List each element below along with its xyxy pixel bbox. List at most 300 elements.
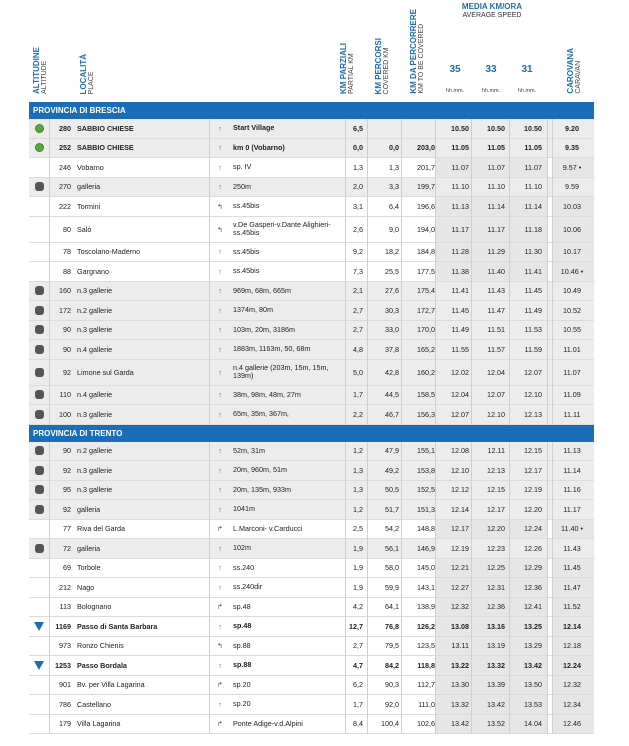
cell-t31: 12.10 (524, 390, 542, 400)
column-divider (435, 119, 436, 425)
altitude-header: ALTITUDINE ALTITUDE (32, 47, 49, 94)
cell-t33: 12.36 (487, 602, 505, 612)
cell-place: n.4 gallerie (77, 390, 113, 400)
cell-dir: ↱ (216, 524, 224, 534)
cell-place: Toscolano-Maderno (77, 247, 141, 257)
cell-alt: 1169 (55, 621, 71, 631)
cell-kc: 37,8 (385, 344, 399, 354)
cell-alt: 110 (59, 390, 71, 400)
cell-kp: 3,1 (353, 201, 363, 211)
cell-alt: 92 (63, 465, 71, 475)
cell-dir: ↑ (218, 143, 222, 153)
cell-dir: ↑ (218, 582, 222, 592)
cell-t31: 12.13 (524, 409, 542, 419)
cell-t35: 12.27 (451, 582, 469, 592)
gpm-icon (34, 661, 44, 670)
cell-car: 10.17 (563, 247, 581, 257)
cell-place: n.3 gallerie (77, 409, 113, 419)
cell-kp: 8,4 (353, 719, 363, 729)
cell-kc (369, 119, 399, 138)
cell-alt: 90 (63, 446, 71, 456)
cell-note: 38m, 98m, 48m, 27m (233, 389, 301, 399)
cell-place: Castellano (77, 699, 111, 709)
cell-note: sp.20 (233, 699, 251, 709)
cell-kc: 54,2 (385, 524, 399, 534)
cell-car: 11.16 (563, 485, 581, 495)
cell-note: 1041m (233, 504, 255, 514)
cell-alt: 280 (59, 123, 71, 133)
cell-t31: 13.29 (524, 641, 542, 651)
tunnel-icon (35, 368, 44, 377)
cell-alt: 69 (63, 563, 71, 573)
cell-car: 9.20 (565, 123, 579, 133)
tunnel-icon (35, 306, 44, 315)
cell-t33: 12.15 (487, 485, 505, 495)
cell-dir: ↑ (218, 123, 222, 133)
cell-note: sp.48 (233, 601, 251, 611)
cell-kc: 92,0 (385, 699, 399, 709)
cell-t33: 13.52 (487, 719, 505, 729)
cell-kp: 4,2 (353, 602, 363, 612)
cell-t31: 11.59 (524, 344, 542, 354)
cell-t33: 11.10 (487, 182, 505, 192)
cell-t35: 11.17 (451, 224, 469, 234)
cell-note: Start Village (233, 123, 275, 133)
cell-kp: 2,7 (353, 325, 363, 335)
cell-place: Ronzo Chienis (77, 641, 124, 651)
cell-t31: 11.14 (524, 201, 542, 211)
cell-kp: 1,2 (353, 504, 363, 514)
cell-t33: 12.31 (487, 582, 505, 592)
cell-dir: ↑ (218, 390, 222, 400)
cell-kr: 145,0 (417, 563, 435, 573)
cell-t31: 11.07 (524, 162, 542, 172)
cell-kc: 27,6 (385, 286, 399, 296)
tunnel-icon (35, 446, 44, 455)
column-divider (345, 442, 346, 735)
row-icon-cell (29, 676, 49, 695)
cell-alt: 246 (59, 162, 71, 172)
row-icon-cell (29, 559, 49, 578)
row-icon-cell (29, 539, 49, 558)
cell-car: 11.11 (563, 409, 581, 419)
cell-car: 9.59 (565, 182, 579, 192)
cell-t35: 12.07 (451, 409, 469, 419)
cell-kp: 2,6 (353, 224, 363, 234)
cell-kc: 56,1 (385, 543, 399, 553)
cell-dir: ↑ (218, 162, 222, 172)
column-divider (509, 119, 510, 425)
cell-t33: 11.29 (487, 247, 505, 257)
cell-t33: 12.13 (487, 465, 505, 475)
row-icon-cell (29, 243, 49, 262)
cell-t33: 12.07 (487, 390, 505, 400)
cell-place: Limone sul Garda (77, 367, 134, 377)
row-icon-cell (29, 386, 49, 405)
cell-t35: 11.07 (451, 162, 469, 172)
cell-t33: 11.40 (487, 266, 505, 276)
cell-place: n.3 gallerie (77, 485, 113, 495)
cell-kp: 1,7 (353, 699, 363, 709)
cell-alt: 1253 (55, 660, 71, 670)
tunnel-icon (35, 345, 44, 354)
row-icon-cell (29, 520, 49, 539)
cell-t33: 11.43 (487, 286, 505, 296)
cell-kc: 42,8 (385, 367, 399, 377)
cell-kp: 12,7 (349, 621, 363, 631)
cell-car: 12.14 (563, 621, 581, 631)
cell-kp: 1,9 (353, 582, 363, 592)
cell-kc: 18,2 (385, 247, 399, 257)
cell-kr (403, 119, 435, 138)
cell-kc: 0,0 (389, 143, 399, 153)
cell-t33: 11.17 (487, 224, 505, 234)
start-icon (35, 124, 44, 133)
column-divider (401, 119, 402, 425)
row-icon-cell (29, 282, 49, 301)
cell-t35: 11.05 (451, 143, 469, 153)
row-icon-cell (29, 217, 49, 242)
cell-t31: 11.41 (524, 266, 542, 276)
cell-dir: ↑ (218, 446, 222, 456)
cell-alt: 95 (63, 485, 71, 495)
tunnel-icon (35, 466, 44, 475)
cell-dir: ↑ (218, 266, 222, 276)
column-divider (547, 442, 548, 735)
cell-kp: 1,3 (353, 162, 363, 172)
cell-place: Nago (77, 582, 95, 592)
cell-car: 10.06 (563, 224, 581, 234)
cell-kr: 170,0 (417, 325, 435, 335)
cell-dir: ↑ (218, 621, 222, 631)
table-header (0, 0, 629, 102)
cell-t35: 12.14 (451, 504, 469, 514)
cell-t33: 13.19 (487, 641, 505, 651)
cell-kp: 2,7 (353, 305, 363, 315)
cell-t35: 11.28 (451, 247, 469, 257)
cell-t33: 11.47 (487, 305, 505, 315)
tunnel-icon (35, 505, 44, 514)
cell-kp: 0,0 (353, 143, 363, 153)
tunnel-icon (35, 544, 44, 553)
place-header: LOCALITÀ PLACE (79, 53, 96, 94)
cell-note: km 0 (Vobarno) (233, 142, 285, 152)
cell-t31: 11.45 (524, 286, 542, 296)
column-divider (49, 119, 50, 425)
cell-kp: 2,7 (353, 641, 363, 651)
row-icon-cell (29, 139, 49, 158)
cell-dir: ↑ (218, 286, 222, 296)
cell-kr: 184,8 (417, 247, 435, 257)
cell-t33: 13.16 (487, 621, 505, 631)
cell-dir: ↑ (218, 465, 222, 475)
cell-note: 20m, 960m, 51m (233, 465, 287, 475)
cell-t33: 12.04 (487, 367, 505, 377)
row-icon-cell (29, 695, 49, 714)
cell-t31: 13.42 (524, 660, 542, 670)
cell-alt: 252 (59, 143, 71, 153)
cell-alt: 222 (59, 201, 71, 211)
cell-kr: 152,5 (417, 485, 435, 495)
speed-31-header: 31 (521, 64, 533, 75)
column-divider (509, 442, 510, 735)
cell-kc: 47,9 (385, 446, 399, 456)
cell-kr: 201,7 (417, 162, 435, 172)
cell-note: 103m, 20m, 3186m (233, 324, 295, 334)
cell-note: 969m, 68m, 665m (233, 285, 291, 295)
cell-place: n.3 gallerie (77, 465, 113, 475)
row-icon-cell (29, 301, 49, 320)
cell-kc: 49,2 (385, 465, 399, 475)
cell-place: n.2 gallerie (77, 446, 113, 456)
cell-t31: 12.17 (524, 465, 542, 475)
tunnel-icon (35, 182, 44, 191)
column-divider (345, 119, 346, 425)
cell-alt: 179 (59, 719, 71, 729)
cell-alt: 160 (59, 286, 71, 296)
cell-car: 11.43 (563, 543, 581, 553)
cell-t31: 12.36 (524, 582, 542, 592)
cell-note: v.De Gasperi-v.Dante Alighieri-ss.45bis (233, 219, 331, 237)
column-divider (209, 119, 210, 425)
cell-t31: 11.30 (524, 247, 542, 257)
row-icon-cell (29, 481, 49, 500)
partial-km-header: KM PARZIALI PARTIAL KM (339, 43, 356, 94)
cell-note: ss.240 (233, 562, 255, 572)
cell-kc: 90,3 (385, 680, 399, 690)
cell-t33: 12.23 (487, 543, 505, 553)
tunnel-icon (35, 410, 44, 419)
cell-kc: 50,5 (385, 485, 399, 495)
cell-kc: 3,3 (389, 182, 399, 192)
hhmm-label: hh.mm. (517, 88, 537, 94)
cell-note: ss.240dir (233, 582, 263, 592)
cell-dir: ↑ (218, 504, 222, 514)
cell-kr: 143,1 (417, 582, 435, 592)
cell-kr: 172,7 (417, 305, 435, 315)
row-icon-cell (29, 500, 49, 519)
cell-note: ss.45bis (233, 201, 260, 211)
cell-alt: 172 (59, 305, 71, 315)
cell-kp: 7,3 (353, 266, 363, 276)
cell-dir: ↑ (218, 182, 222, 192)
cell-place: galleria (77, 504, 101, 514)
cell-t33: 12.17 (487, 504, 505, 514)
cell-t35: 13.22 (451, 660, 469, 670)
cell-t31: 11.49 (524, 305, 542, 315)
cell-place: Bv. per Villa Lagarina (77, 680, 145, 690)
cell-t35: 11.38 (451, 266, 469, 276)
row-icon-cell (29, 598, 49, 617)
cell-t35: 11.41 (451, 286, 469, 296)
row-icon-cell (29, 442, 49, 461)
cell-alt: 113 (59, 602, 71, 612)
gpm-icon (34, 622, 44, 631)
row-icon-cell (29, 656, 49, 675)
cell-car: 12.24 (563, 660, 581, 670)
cell-kp: 2,1 (353, 286, 363, 296)
cell-dir: ↑ (218, 305, 222, 315)
cell-place: SABBIO CHIESE (77, 143, 134, 153)
column-divider (471, 442, 472, 735)
cell-dir: ↱ (216, 719, 224, 729)
cell-dir: ↰ (216, 224, 224, 234)
cell-alt: 973 (59, 641, 71, 651)
cell-place: Vobarno (77, 162, 104, 172)
cell-t33: 11.57 (487, 344, 505, 354)
cell-place: galleria (77, 182, 101, 192)
cell-note: 20m, 135m, 933m (233, 484, 291, 494)
cell-t33: 13.32 (487, 660, 505, 670)
row-icon-cell (29, 360, 49, 385)
cell-kr: 155,1 (417, 446, 435, 456)
cell-kr: 111,0 (418, 699, 435, 709)
cell-kr: 153,8 (417, 465, 435, 475)
cell-t31: 12.07 (524, 367, 542, 377)
cell-kc: 58,0 (385, 563, 399, 573)
cell-t31: 13.50 (524, 680, 542, 690)
cell-note: L.Marconi- v.Carducci (233, 523, 303, 533)
cell-kr: 156,3 (417, 409, 435, 419)
cell-kp: 2,5 (353, 524, 363, 534)
cell-car: 10.49 (563, 286, 581, 296)
cell-dir: ↑ (218, 325, 222, 335)
cell-note: 52m, 31m (233, 445, 265, 455)
cell-t35: 13.11 (451, 641, 469, 651)
cell-note: 250m (233, 181, 251, 191)
cell-kr: 112,7 (417, 680, 435, 690)
cell-car: 11.13 (563, 446, 581, 456)
cell-car: 11.01 (563, 344, 581, 354)
cell-kc: 84,2 (385, 660, 399, 670)
caravan-header: CAROVANA CARAVAN (566, 48, 583, 94)
cell-t35: 13.42 (451, 719, 469, 729)
cell-t31: 12.19 (524, 485, 542, 495)
cell-note: sp.88 (233, 660, 252, 670)
cell-place: n.3 gallerie (77, 286, 113, 296)
cell-kc: 64,1 (385, 602, 399, 612)
average-speed-header: MEDIA KM/ORA AVERAGE SPEED (461, 2, 523, 19)
cell-place: galleria (77, 543, 101, 553)
cell-kp: 4,8 (353, 344, 363, 354)
cell-alt: 212 (59, 582, 71, 592)
cell-car: 11.07 (563, 367, 581, 377)
column-divider (471, 119, 472, 425)
row-icon-cell (29, 715, 49, 734)
km-to-cover-header: KM DA PERCORRERE KM TO BE COVERED (409, 9, 426, 94)
column-divider (367, 119, 368, 425)
cell-kr: 146,9 (417, 543, 435, 553)
cell-kc: 1,3 (389, 162, 399, 172)
row-icon-cell (29, 262, 49, 281)
cell-place: Passo di Santa Barbara (77, 621, 158, 631)
cell-dir: ↱ (216, 680, 224, 690)
cell-place: Passo Bordala (77, 660, 127, 670)
hhmm-label: hh.mm. (445, 88, 465, 94)
row-icon-cell (29, 461, 49, 480)
cell-place: Riva del Garda (77, 524, 125, 534)
cell-alt: 92 (63, 367, 71, 377)
cell-kp: 1,2 (353, 446, 363, 456)
cell-car: 10.46 • (560, 266, 584, 276)
cell-t35: 11.13 (451, 201, 469, 211)
cell-kc: 33,0 (385, 325, 399, 335)
cell-kr: 199,7 (417, 182, 435, 192)
column-divider (401, 442, 402, 735)
tunnel-icon (35, 325, 44, 334)
cell-kp: 1,9 (353, 563, 363, 573)
cell-t31: 13.25 (524, 621, 542, 631)
tunnel-icon (35, 390, 44, 399)
cell-dir: ↑ (218, 699, 222, 709)
cell-note: 1374m, 80m (233, 305, 273, 315)
cell-alt: 92 (63, 504, 71, 514)
cell-kr: 177,5 (417, 266, 435, 276)
cell-note: ss.45bis (233, 246, 260, 256)
cell-car: 10.03 (563, 201, 581, 211)
cell-alt: 88 (63, 266, 71, 276)
cell-kp: 6,2 (353, 680, 363, 690)
cell-kp: 4,7 (353, 660, 363, 670)
cell-t33: 12.10 (487, 409, 505, 419)
cell-t31: 14.04 (524, 719, 542, 729)
cell-t31: 13.53 (524, 699, 542, 709)
cell-kp: 5,0 (353, 367, 363, 377)
cell-kr: 138,9 (417, 602, 435, 612)
cell-t35: 12.21 (451, 563, 469, 573)
cell-dir: ↑ (218, 344, 222, 354)
speed-33-header: 33 (485, 64, 497, 75)
tunnel-icon (35, 485, 44, 494)
cell-t31: 12.26 (524, 543, 542, 553)
column-divider (547, 119, 548, 425)
row-icon-cell (29, 617, 49, 636)
row-icon-cell (29, 158, 49, 177)
row-icon-cell (29, 405, 49, 424)
cell-car: 11.40 • (561, 524, 583, 534)
cell-place: Villa Lagarina (77, 719, 121, 729)
cell-t35: 12.19 (451, 543, 469, 553)
cell-kr: 196,6 (417, 201, 435, 211)
cell-dir: ↰ (216, 641, 224, 651)
cell-t31: 12.15 (524, 446, 542, 456)
cell-car: 11.09 (563, 390, 581, 400)
cell-place: Bolognano (77, 602, 112, 612)
cell-kc: 59,9 (385, 582, 399, 592)
cell-t35: 13.08 (451, 621, 469, 631)
cell-kc: 30,3 (385, 305, 399, 315)
cell-t35: 11.49 (451, 325, 469, 335)
cell-car: 11.47 (563, 582, 581, 592)
cell-dir: ↱ (216, 602, 224, 612)
cell-t35: 12.10 (451, 465, 469, 475)
cell-t35: 12.12 (451, 485, 469, 495)
cell-kp: 1,7 (353, 390, 363, 400)
cell-kp: 1,9 (353, 543, 363, 553)
cell-car: 12.18 (563, 641, 581, 651)
cell-note: 65m, 35m, 367m, (233, 409, 289, 419)
cell-t33: 13.39 (487, 680, 505, 690)
cell-t35: 11.45 (451, 305, 469, 315)
cell-kr: 165,2 (417, 344, 435, 354)
cell-alt: 90 (63, 344, 71, 354)
cell-t31: 11.10 (524, 182, 542, 192)
column-divider (367, 442, 368, 735)
cell-car: 12.32 (563, 680, 581, 690)
cell-kc: 51,7 (385, 504, 399, 514)
cell-car: 11.17 (563, 504, 581, 514)
cell-kr: 118,8 (417, 660, 435, 670)
